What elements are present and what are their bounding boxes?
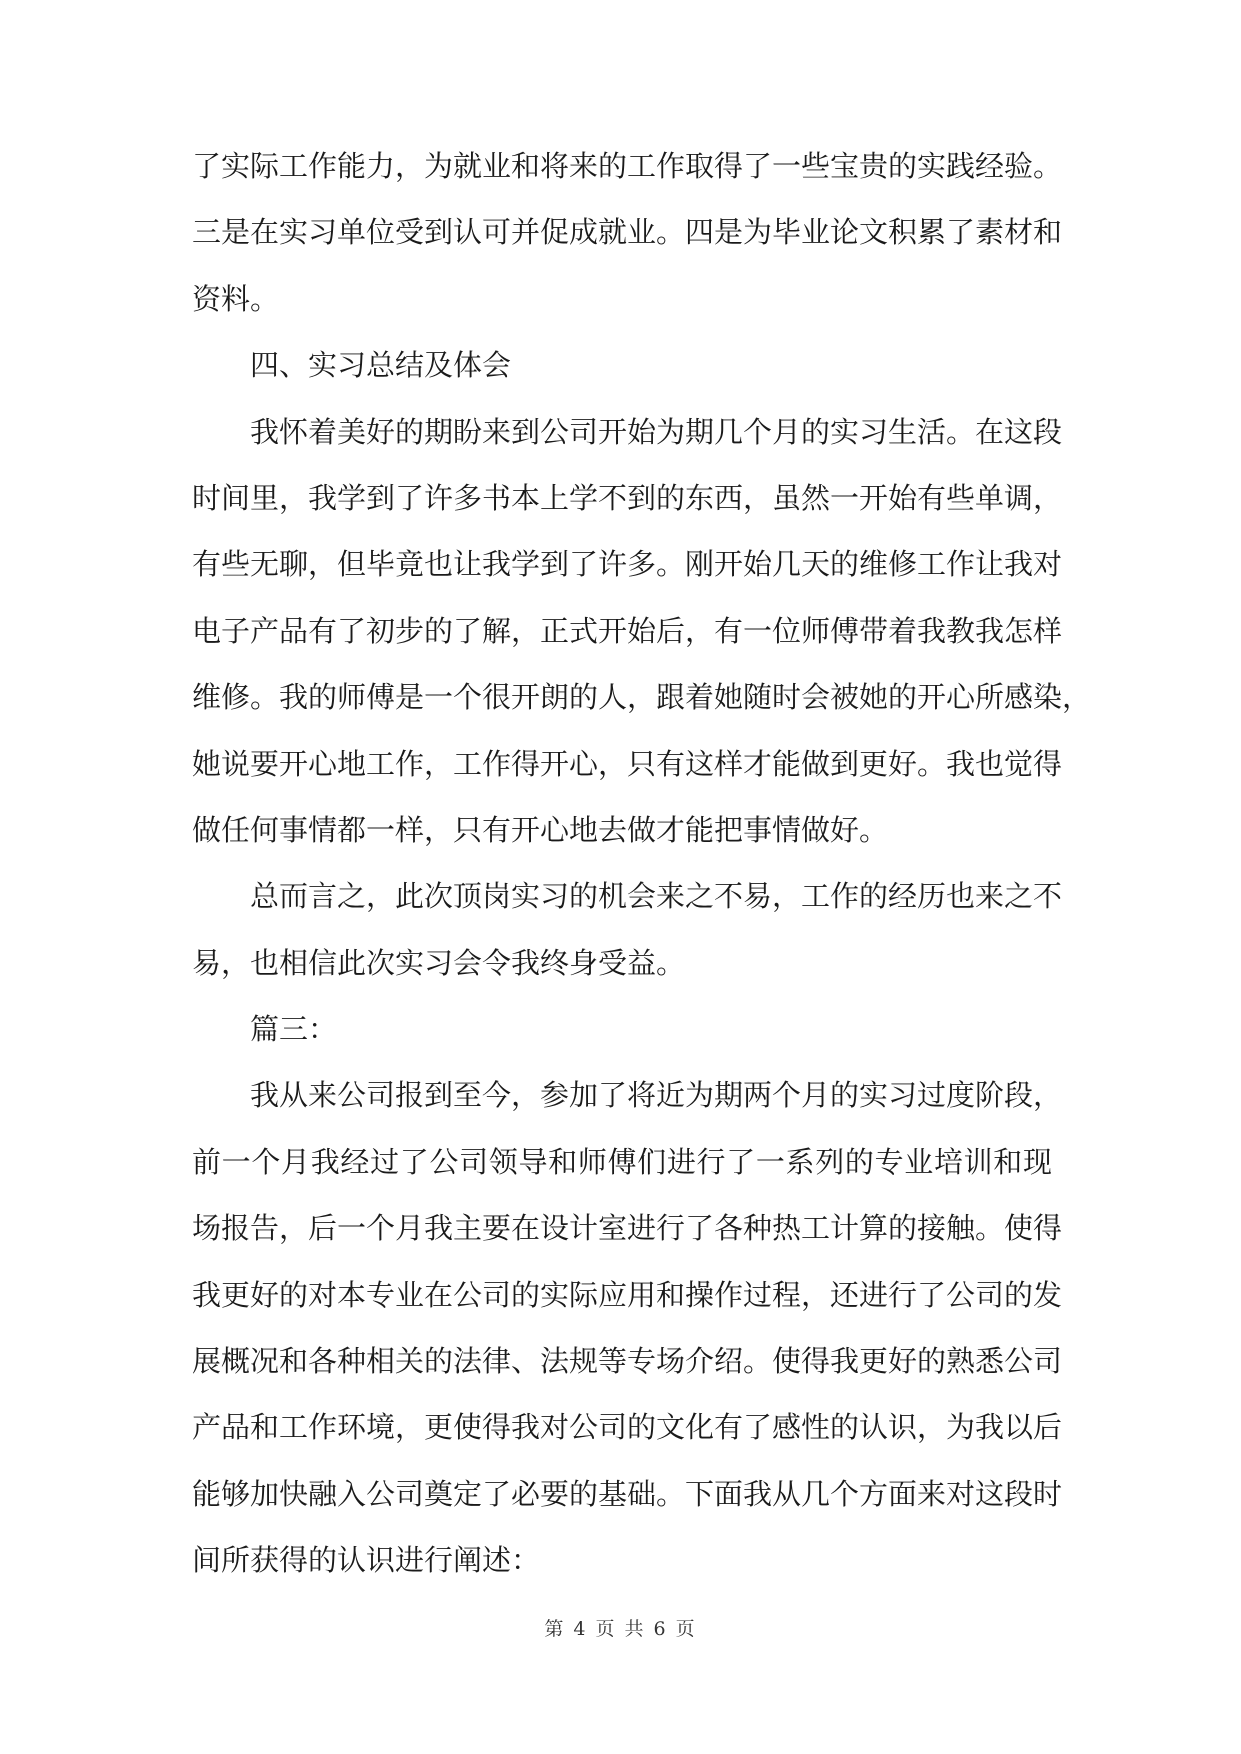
text-line: 篇三： [250, 1012, 338, 1047]
document-body [192, 133, 1092, 1594]
text-line: 场报告，后一个月我主要在设计室进行了各种热工计算的接触。使得 [192, 1211, 1063, 1246]
text-line: 我更好的对本专业在公司的实际应用和操作过程，还进行了公司的发 [192, 1277, 1063, 1312]
text-line: 前一个月我经过了公司领导和师傅们进行了一系列的专业培训和现 [192, 1144, 1052, 1179]
text-line: 四、实习总结及体会 [250, 348, 512, 383]
text-line: 电子产品有了初步的了解，正式开始后，有一位师傅带着我教我怎样 [192, 613, 1063, 648]
text-line: 三是在实习单位受到认可并促成就业。四是为毕业论文积累了素材和 [192, 215, 1063, 250]
text-line: 资料。 [192, 281, 280, 316]
text-line: 维修。我的师傅是一个很开朗的人，跟着她随时会被她的开心所感染， [192, 680, 1092, 715]
text-line: 她说要开心地工作，工作得开心，只有这样才能做到更好。我也觉得 [192, 746, 1063, 781]
text-line: 了实际工作能力，为就业和将来的工作取得了一些宝贵的实践经验。 [192, 149, 1063, 183]
text-line: 展概况和各种相关的法律、法规等专场介绍。使得我更好的熟悉公司 [192, 1344, 1063, 1379]
text-line: 我怀着美好的期盼来到公司开始为期几个月的实习生活。在这段 [250, 414, 1063, 449]
text-line: 我从来公司报到至今，参加了将近为期两个月的实习过度阶段， [250, 1078, 1063, 1113]
text-line: 总而言之，此次顶岗实习的机会来之不易，工作的经历也来之不 [250, 879, 1063, 914]
text-line: 做任何事情都一样，只有开心地去做才能把事情做好。 [192, 812, 889, 847]
page-footer: 第 4 页 共 6 页 [544, 1618, 697, 1640]
text-line: 产品和工作环境，更使得我对公司的文化有了感性的认识，为我以后 [192, 1410, 1063, 1445]
text-line: 能够加快融入公司奠定了必要的基础。下面我从几个方面来对这段时 [192, 1476, 1063, 1511]
text-line: 易，也相信此次实习会令我终身受益。 [192, 945, 686, 980]
text-line: 时间里，我学到了许多书本上学不到的东西，虽然一开始有些单调， [192, 480, 1063, 515]
text-line: 有些无聊，但毕竟也让我学到了许多。刚开始几天的维修工作让我对 [192, 547, 1063, 582]
text-line: 间所获得的认识进行阐述： [192, 1543, 541, 1578]
